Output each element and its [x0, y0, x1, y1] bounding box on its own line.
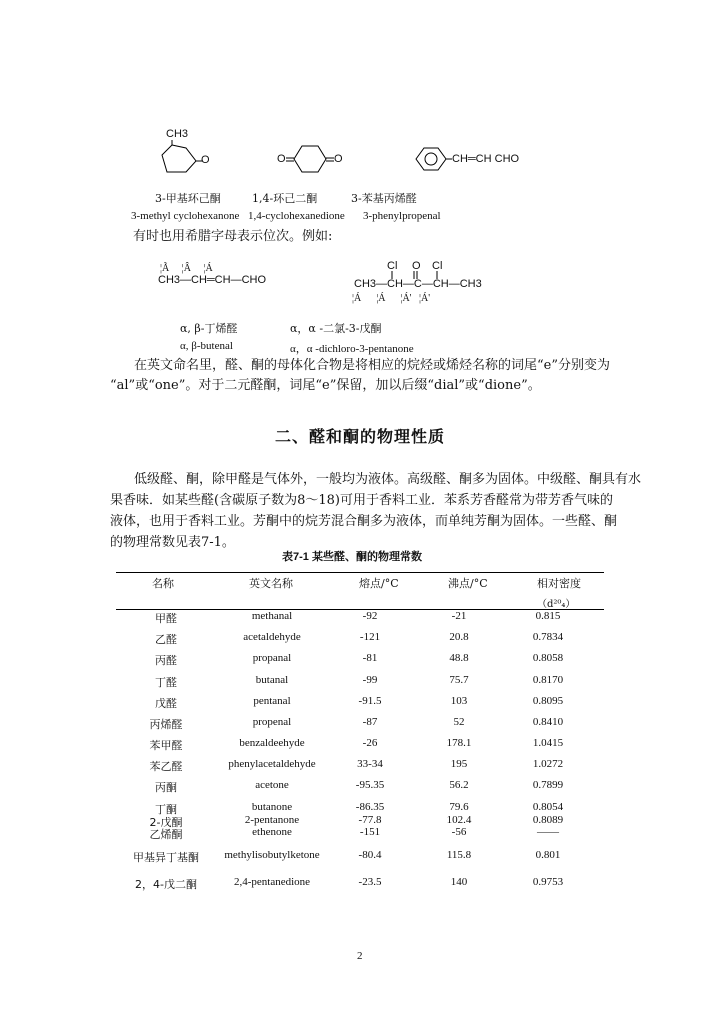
cyclohexanedione-ring-drawing: [286, 138, 336, 182]
section-title: 二、醛和酮的物理性质: [275, 429, 446, 446]
row-density: 0.8058: [532, 652, 564, 664]
row-name: 2，4-戊二酮: [135, 878, 197, 891]
row-melting-point: -81: [362, 652, 378, 664]
row-density: 0.8054: [532, 801, 564, 813]
table-row: [116, 610, 604, 624]
row-boiling-point: 103: [450, 695, 468, 707]
row-name: 苯甲醛: [149, 739, 183, 752]
row-density: 1.0272: [532, 758, 564, 770]
row-density: 0.815: [535, 610, 561, 622]
name-en-3: 3-phenylpropenal: [363, 210, 441, 222]
row-english-name: pentanal: [253, 695, 291, 707]
row-melting-point: -86.35: [355, 801, 385, 813]
benzene-ring-drawing: [412, 145, 452, 175]
table-row: [116, 737, 604, 751]
name-en-1: 3-methyl cyclohexanone: [131, 210, 240, 222]
name-cn-1: 3-甲基环己酮: [155, 192, 221, 205]
row-english-name: butanone: [251, 801, 293, 813]
row-name: 丙烯醛: [149, 718, 183, 731]
row-english-name: 2-pentanone: [244, 814, 300, 826]
cl-label-1: Cl: [387, 260, 398, 272]
properties-paragraph-line-3: 液体，也用于香料工业。芳酮中的烷芳混合酮多为液体，而单纯芳酮为固体。一些醛、酮: [110, 514, 618, 529]
naming-paragraph-line-2: “al”或“one”。对于二元醛酮，词尾“e”保留，加以后缀“dial”或“dione”。: [110, 378, 541, 393]
row-name: 甲醛: [155, 612, 177, 625]
row-melting-point: 33-34: [357, 758, 383, 770]
table-row: [116, 801, 604, 815]
naming-paragraph-line-1: 在英文命名里，醛、酮的母体化合物是将相应的烷烃或烯烃名称的词尾“e”分别变为: [134, 358, 610, 373]
name-cn-2: 1,4-环己二酮: [252, 192, 318, 205]
row-melting-point: -99: [362, 674, 378, 686]
row-boiling-point: 48.8: [449, 652, 469, 664]
row-english-name: methanal: [251, 610, 293, 622]
page-number: 2: [357, 950, 363, 962]
row-density: 0.9753: [532, 876, 564, 888]
table-row: [116, 826, 604, 840]
row-melting-point: -26: [362, 737, 378, 749]
header-boiling-point: 沸点/°C: [448, 577, 488, 590]
row-melting-point: -91.5: [358, 695, 382, 707]
header-english-name: 英文名称: [249, 577, 293, 590]
name-en-2: 1,4-cyclohexanedione: [248, 210, 345, 222]
row-english-name: acetaldehyde: [243, 631, 301, 643]
row-english-name: propanal: [252, 652, 292, 664]
row-english-name: 2,4-pentanedione: [233, 876, 311, 888]
propenal-chain-label: CH═CH CHO: [452, 153, 520, 165]
row-name: 丁醛: [155, 676, 177, 689]
table-row: [116, 758, 604, 772]
row-density: 0.801: [535, 849, 561, 861]
table-row: [116, 876, 604, 890]
o-label: O: [412, 260, 421, 272]
row-name: 戊醛: [155, 697, 177, 710]
row-boiling-point: 52: [453, 716, 465, 728]
row-boiling-point: 178.1: [446, 737, 472, 749]
row-boiling-point: 140: [450, 876, 468, 888]
properties-paragraph-line-4: 的物理常数见表7-1。: [110, 535, 235, 550]
row-density: 1.0415: [532, 737, 564, 749]
table-row: [116, 849, 604, 863]
row-name: 丁酮: [155, 803, 177, 816]
pentanone-formula: CH3—CH—C—CH—CH3: [354, 278, 482, 290]
row-name: 2-戊酮: [149, 816, 183, 829]
row-english-name: benzaldeehyde: [239, 737, 305, 749]
table-row: [116, 779, 604, 793]
row-english-name: ethenone: [252, 826, 292, 838]
header-density: 相对密度: [537, 577, 581, 590]
row-melting-point: -77.8: [358, 814, 382, 826]
intro-line: 有时也用希腊字母表示位次。例如:: [133, 229, 333, 244]
structure-phenylpropenal: [412, 145, 452, 175]
table-row: [116, 695, 604, 709]
row-melting-point: -80.4: [358, 849, 382, 861]
row-melting-point: -121: [359, 631, 381, 643]
table-header: [116, 575, 604, 609]
row-name: 乙醛: [155, 633, 177, 646]
row-english-name: butanal: [255, 674, 289, 686]
pentanone-name-cn: α，α -二氯-3-戊酮: [290, 322, 382, 335]
row-name: 丙醛: [155, 654, 177, 667]
row-name: 丙酮: [155, 781, 177, 794]
row-english-name: acetone: [255, 779, 289, 791]
pentanone-name-en: α，α -dichloro-3-pentanone: [290, 343, 414, 355]
row-density: 0.8089: [532, 814, 564, 826]
row-name: 乙烯酮: [149, 828, 183, 841]
row-boiling-point: 20.8: [449, 631, 469, 643]
oxygen-right-label: O: [334, 153, 343, 165]
header-density-note: （d²⁰₄）: [537, 599, 576, 610]
row-boiling-point: 56.2: [449, 779, 469, 791]
row-name: 甲基异丁基酮: [133, 851, 199, 864]
row-density: 0.8410: [532, 716, 564, 728]
row-boiling-point: 79.6: [449, 801, 469, 813]
row-melting-point: -92: [362, 610, 378, 622]
row-density: ——: [537, 826, 559, 838]
row-melting-point: -23.5: [358, 876, 382, 888]
properties-paragraph-line-2: 果香味．如某些醛(含碳原子数为8～18)可用于香料工业．苯系芳香醛常为带芳香气味的: [110, 493, 613, 508]
greek-positions-2: ¦Á ¦Á ¦Á' ¦Á': [352, 293, 430, 304]
butenal-name-cn: α, β-丁烯醛: [180, 322, 238, 335]
table-caption: 表7-1 某些醛、酮的物理常数: [282, 551, 422, 563]
row-boiling-point: 102.4: [446, 814, 472, 826]
header-name: 名称: [152, 577, 174, 590]
row-name: 苯乙醛: [149, 760, 183, 773]
row-boiling-point: 195: [450, 758, 468, 770]
row-density: 0.8170: [532, 674, 564, 686]
oxygen-label: O: [201, 154, 210, 166]
cl-label-2: Cl: [432, 260, 443, 272]
structure-cyclohexanedione: [286, 138, 336, 182]
oxygen-left-label: O: [277, 153, 286, 165]
row-density: 0.8095: [532, 695, 564, 707]
row-boiling-point: 75.7: [449, 674, 469, 686]
row-english-name: phenylacetaldehyde: [228, 758, 316, 770]
name-cn-3: 3-苯基丙烯醛: [351, 192, 417, 205]
butenal-name-en: α, β-butenal: [180, 340, 233, 352]
row-english-name: propenal: [252, 716, 292, 728]
row-density: 0.7899: [532, 779, 564, 791]
row-boiling-point: 115.8: [446, 849, 472, 861]
row-melting-point: -87: [362, 716, 378, 728]
table-top-rule: [116, 572, 604, 573]
properties-paragraph-line-1: 低级醛、酮，除甲醛是气体外，一般均为液体。高级醛、酮多为固体。中级醛、酮具有水: [134, 472, 642, 487]
row-boiling-point: -21: [451, 610, 467, 622]
row-melting-point: -151: [359, 826, 381, 838]
table-row: [116, 674, 604, 688]
row-melting-point: -95.35: [355, 779, 385, 791]
table-row: [116, 631, 604, 645]
butenal-formula: CH3—CH═CH—CHO: [158, 274, 267, 286]
row-density: 0.7834: [532, 631, 564, 643]
row-english-name: methylisobutylketone: [224, 849, 320, 861]
row-boiling-point: -56: [451, 826, 467, 838]
header-melting-point: 熔点/°C: [359, 577, 399, 590]
ch3-label: CH3: [166, 128, 189, 140]
greek-positions-1: ¦Ã ¦Â ¦Á: [160, 263, 213, 274]
table-row: [116, 716, 604, 730]
table-row: [116, 652, 604, 666]
